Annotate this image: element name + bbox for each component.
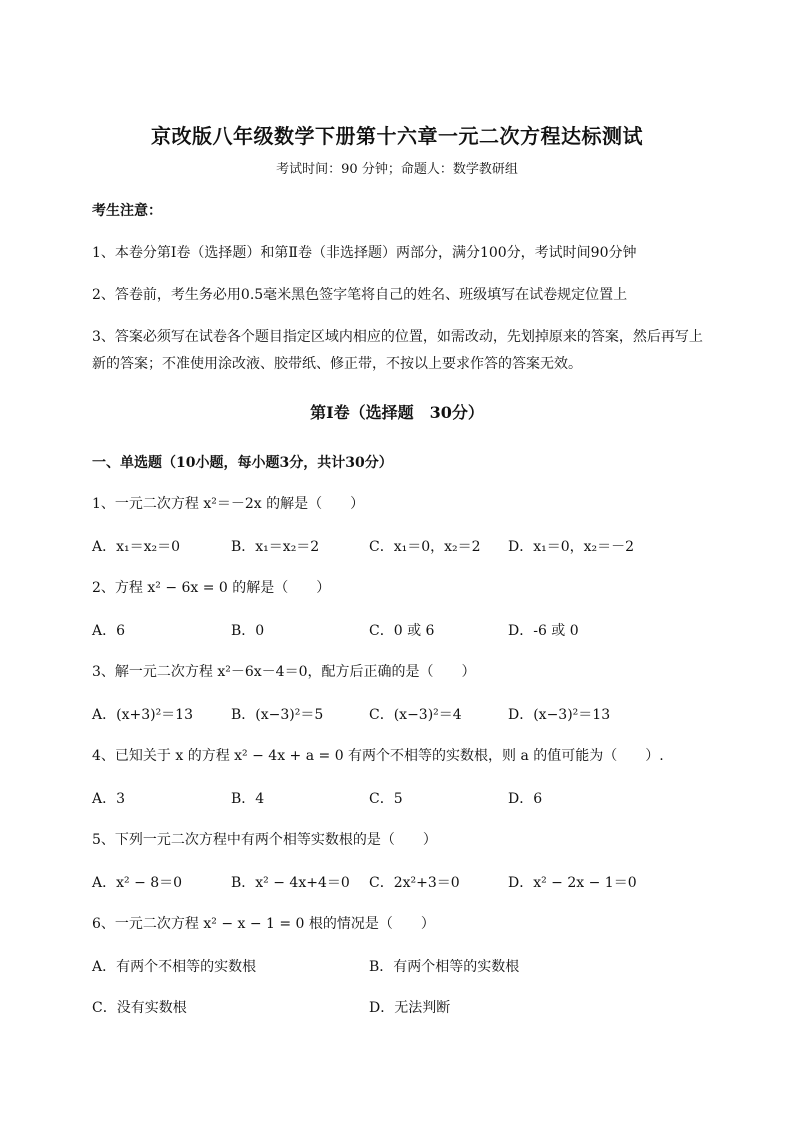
notes-heading: 考生注意： xyxy=(92,203,162,219)
option-a: A．3 xyxy=(92,791,126,807)
part-heading: 一、单选题（10小题，每小题3分，共计30分） xyxy=(92,455,393,471)
option-d: D．x² − 2x − 1＝0 xyxy=(508,875,637,891)
note-item: 3、答案必须写在试卷各个题目指定区域内相应的位置，如需改动，先划掉原来的答案，然后再写上新的答案；不准使用涂改液、胶带纸、修正带，不按以上要求作答的答案无效。 xyxy=(92,329,703,372)
option-c: C．5 xyxy=(369,791,403,807)
option-c: C．没有实数根 xyxy=(92,1000,187,1016)
section-title: 第Ⅰ卷（选择题 30分） xyxy=(310,403,484,422)
option-d: D．-6 或 0 xyxy=(508,623,579,639)
option-b: B．有两个相等的实数根 xyxy=(369,959,520,975)
option-d: D．无法判断 xyxy=(369,1000,451,1016)
question-stem: 3、解一元二次方程 x²－6x－4＝0，配方后正确的是（ ） xyxy=(92,664,476,680)
option-b: B．4 xyxy=(231,791,265,807)
option-d: D．6 xyxy=(508,791,543,807)
option-a: A．6 xyxy=(92,623,126,639)
option-c: C．(x−3)²＝4 xyxy=(369,707,462,723)
option-b: B．x² − 4x+4＝0 xyxy=(231,875,350,891)
page-title: 京改版八年级数学下册第十六章一元二次方程达标测试 xyxy=(151,124,643,148)
option-c: C．x₁＝0，x₂＝2 xyxy=(369,539,481,555)
option-c: C．2x²+3＝0 xyxy=(369,875,460,891)
option-b: B．(x−3)²＝5 xyxy=(231,707,324,723)
page-subtitle: 考试时间：90 分钟；命题人：数学教研组 xyxy=(276,162,518,177)
question-stem: 4、已知关于 x 的方程 x² − 4x + a = 0 有两个不相等的实数根，则 a 的值可能为（ ）. xyxy=(92,748,664,764)
question-stem: 2、方程 x² − 6x = 0 的解是（ ） xyxy=(92,580,331,596)
option-a: A．x² − 8＝0 xyxy=(92,875,183,891)
option-a: A．(x+3)²＝13 xyxy=(92,707,193,723)
question-stem: 1、一元二次方程 x²＝－2x 的解是（ ） xyxy=(92,496,365,512)
option-a: A．x₁＝x₂＝0 xyxy=(92,539,181,555)
question-stem: 5、下列一元二次方程中有两个相等实数根的是（ ） xyxy=(92,832,437,848)
option-b: B．x₁＝x₂＝2 xyxy=(231,539,320,555)
note-item: 1、本卷分第Ⅰ卷（选择题）和第Ⅱ卷（非选择题）两部分，满分100分，考试时间90分钟 xyxy=(92,245,637,261)
option-b: B．0 xyxy=(231,623,265,639)
note-item: 2、答卷前，考生务必用0.5毫米黑色签字笔将自己的姓名、班级填写在试卷规定位置上 xyxy=(92,287,628,303)
question-stem: 6、一元二次方程 x² − x − 1 = 0 根的情况是（ ） xyxy=(92,916,435,932)
option-a: A．有两个不相等的实数根 xyxy=(92,959,257,975)
option-d: D．x₁＝0，x₂＝－2 xyxy=(508,539,635,555)
option-d: D．(x−3)²＝13 xyxy=(508,707,611,723)
option-c: C．0 或 6 xyxy=(369,623,435,639)
